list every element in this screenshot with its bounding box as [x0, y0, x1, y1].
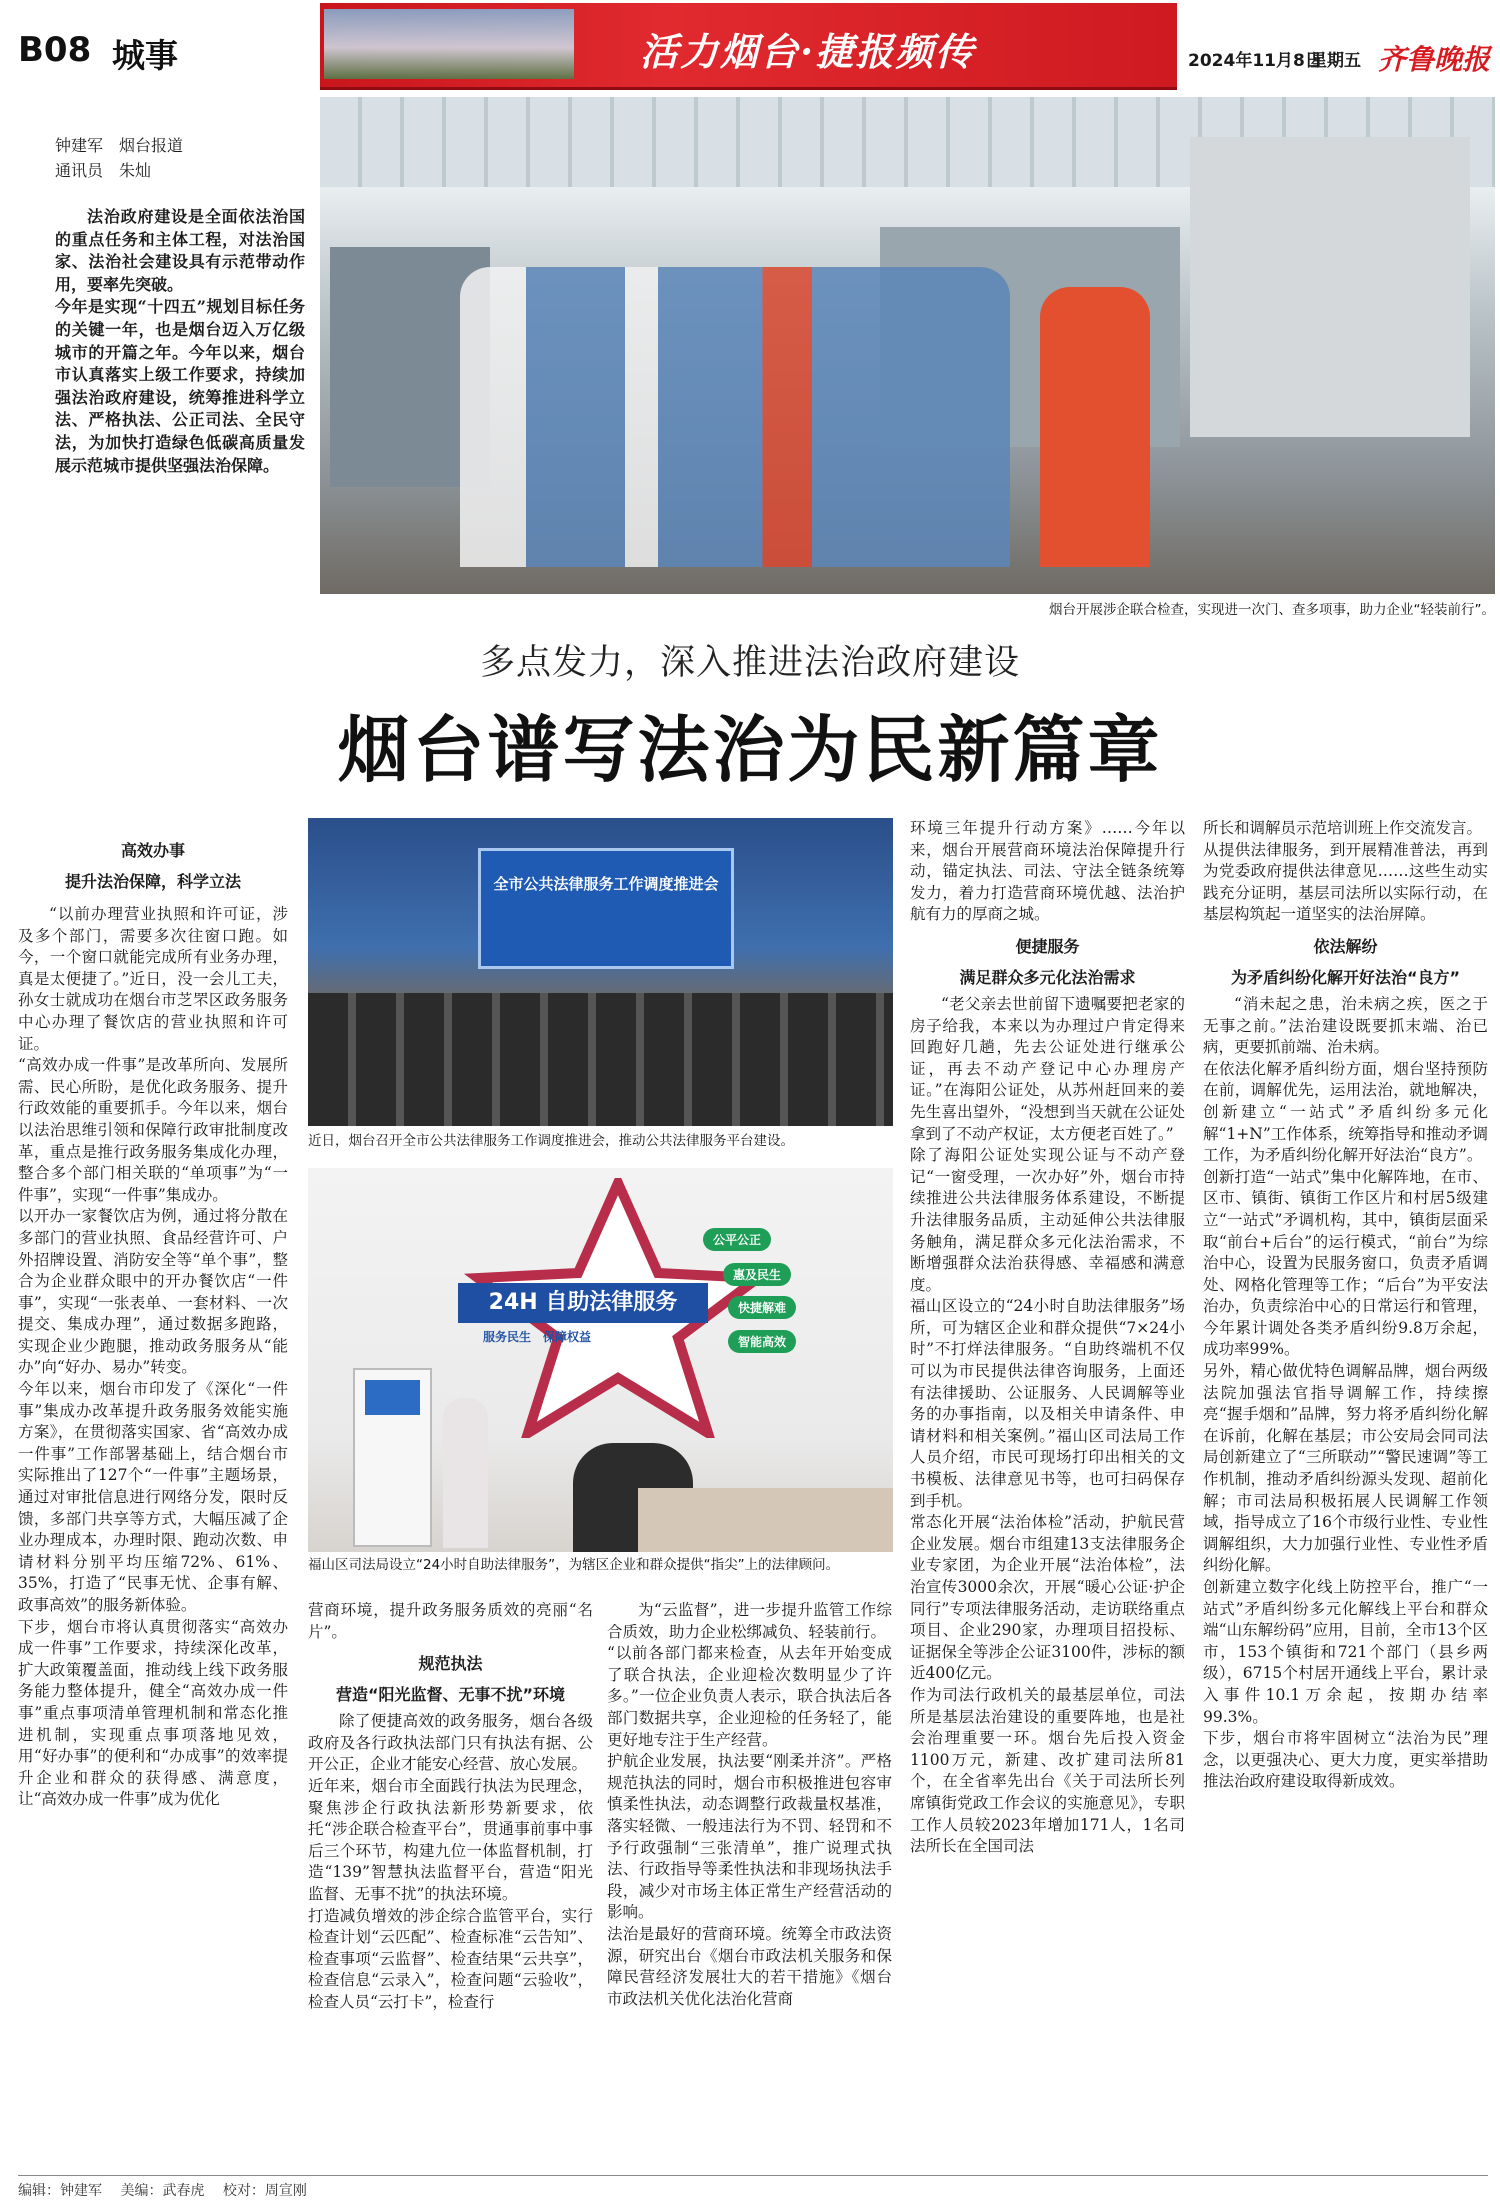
- section-heading-service: 便捷服务: [1015, 936, 1080, 956]
- kiosk-machine: [353, 1368, 432, 1547]
- banner-city-strip: [324, 9, 574, 79]
- lead-column: [55, 206, 305, 591]
- banner-slogan: 活力烟台·捷报频传: [640, 29, 976, 74]
- section-subheading-service: 满足群众多元化法治需求: [959, 967, 1136, 987]
- woman-at-kiosk: [443, 1398, 488, 1548]
- footer-editor: 编辑：钟建军: [18, 2183, 102, 2199]
- byline: [55, 133, 305, 183]
- tag-quick: 快捷解难: [728, 1296, 796, 1319]
- meeting-audience: [308, 993, 893, 1126]
- page-code: B08: [18, 30, 92, 70]
- footer-credits: [18, 2180, 307, 2200]
- reading-desk: [638, 1488, 893, 1552]
- meeting-photo-caption: 近日，烟台召开全市公共法律服务工作调度推进会，推动公共法律服务平台建设。: [308, 1133, 794, 1149]
- lead-paragraphs: 法治政府建设是全面依法治国的重点任务和主体工程，对法治国家、法治社会建设具有示范带动作用，要率先突破。 今年是实现“十四五”规划目标任务的关键一年，也是烟台迈入万亿级城市的开篇之年。今年以来，烟台市认真落实上级工作要求，持续加强法治政府建设，统筹推进科学立法、严格执法、公正司法、全民守法，为加快打造绿色低碳高质量发展示范城市提供坚强法治保障。: [55, 207, 305, 475]
- tag-smart: 智能高效: [728, 1330, 796, 1353]
- column-1: [18, 830, 288, 2170]
- section-subheading-efficient: 提升法治保障，科学立法: [64, 872, 241, 891]
- column-1-text: “以前办理营业执照和许可证，涉及多个部门，需要多次往窗口跑。如今，一个窗口就能完成所有业务办理，真是太便捷了。”近日，没一会儿工夫，孙女士就成功在烟台市芝罘区政务服务中心办理了餐饮店的营业执照和许可证。 “高效办成一件事”是改革所向、发展所需、民心所盼，是优化政务服务、提升行政效能的重要抓手。今年以来，烟台以法治思维引领和保障行政审批制度改革，重点是推行政务服务集成化办理，整合多个部门相关联的“单项事”为“一件事”，实现“一件事”集成办。 以开办一家餐饮店为例，通过将分散在多部门的营业执照、食品经营许可、户外招牌设置、消防安全等“单个事”，整合为企业群众眼中的开办餐饮店“一件事”，实现“一张表单、一套材料、一次提交、集成办理”，通过数据多跑路，实现企业少跑腿，推动政务服务从“能办”向“好办、易办”转变。 今年以来，烟台市印发了《深化“一件事”集成办改革提升政务服务效能实施方案》，在贯彻落实国家、省“高效办成一件事”工作部署基础上，结合烟台市实际推出了127个“一件事”主题场景，通过对审批信息进行网络分发，限时反馈，多部门共享等方式，大幅压减了企业办理成本，办理时限、跑动次数、申请材料分别平均压缩72%、61%、35%，打造了“民事无忧、企事有解、政事高效”的服务新体验。 下步，烟台市将认真贯彻落实“高效办成一件事”工作要求，持续深化改革，扩大政策覆盖面，推动线上线下政务服务能力整体提升，健全“高效办成一件事”重点事项清单管理机制和常态化推进机制，实现重点事项落地见效，用“好办事”的便利和“办成事”的效率提升企业和群众的获得感、满意度，让“高效办成一件事”成为优化: [18, 905, 288, 1809]
- column-3-text: 为“云监督”，进一步提升监管工作综合质效，助力企业松绑减负、轻装前行。 “以前各部门都来检查，从去年开始变成了联合执法，企业迎检次数明显少了许多。”一位企业负责人表示，联合执法后各部门数据共享，企业迎检的任务轻了，能更好地专注于生产经营。 护航企业发展，执法要“刚柔并济”。严格规范执法的同时，烟台市积极推进包容审慎柔性执法，动态调整行政裁量权基准，落实轻微、一般违法行为不罚、轻罚和不予行政强制“三张清单”，推广说理式执法、行政指导等柔性执法和非现场执法手段，减少对市场主体正常生产经营活动的影响。 法治是最好的营商环境。统筹全市政法资源，研究出台《烟台市政法机关服务和保障民营经济发展壮大的若干措施》《烟台市政法机关优化法治化营商: [607, 1601, 892, 2008]
- main-title: 烟台谱写法治为民新篇章: [337, 707, 1163, 792]
- column-2-text: 营商环境，提升政务服务质效的亮丽“名片”。: [308, 1601, 593, 1641]
- column-4b-text: “老父亲去世前留下遗嘱要把老家的房子给我，本来以为办理过户肯定得来回跑好几趟，先去公证处进行继承公证，再去不动产登记中心办理房产证。”在海阳公证处，从苏州赶回来的姜先生喜出望外，“没想到当天就在公证处拿到了不动产权证，太方便老百姓了。” 除了海阳公证处实现公证与不动产登记“一窗受理，一次办好”外，烟台市持续推进公共法律服务体系建设，不断提升法律服务品质，主动延伸公共法律服务触角，满足群众多元化法治需求，不断增强群众法治获得感、幸福感和满意度。 福山区设立的“24小时自助法律服务”场所，可为辖区企业和群众提供“7×24小时”不打烊法律服务。“自助终端机不仅可以为市民提供法律咨询服务，上面还有法律援助、公证服务、人民调解等业务的办事指南，以及相关申请条件、申请材料和相关案例。”福山区司法局工作人员介绍，市民可现场打印出相关的文书模板、法律意见书等，也可扫码保存到手机。 常态化开展“法治体检”活动，护航民营企业发展。烟台市组建13支法律服务企业专家团，为企业开展“法治体检”，法治宣传3000余次，开展“暖心公证·护企同行”专项法律服务活动，走访联络重点项目、企业290家，办理项目招投标、证据保全等涉企公证3100件，涉标的额近400亿元。 作为司法行政机关的最基层单位，司法所是基层法治建设的重要阵地，也是社会治理重要一环。烟台先后投入资金1100万元，新建、改扩建司法所81个，在全省率先出台《关于司法所长列席镇街党政工作会议的实施意见》，专职工作人员较2023年增加171人，1名司法所长在全国司法: [910, 994, 1185, 1856]
- section-subheading-law: 营造“阳光监督、无事不扰”环境: [335, 1685, 566, 1705]
- column-2: [308, 1600, 593, 2170]
- section-subheading-dispute: 为矛盾纠纷化解开好法治“良方”: [1230, 967, 1461, 987]
- section-heading-efficient: 高效办事: [120, 841, 185, 860]
- sign-banner: [458, 1283, 708, 1323]
- kiosk-screen: [365, 1380, 420, 1415]
- column-5-text: 所长和调解员示范培训班上作交流发言。 从提供法律服务，到开展精准普法，再到为党委政府提供法律意见……这些生动实践充分证明，基层司法所以实际行动，在基层构筑起一道坚实的法治屏障。: [1203, 819, 1488, 924]
- paper-logo: 齐鲁晚报: [1378, 43, 1491, 76]
- page-header: [0, 0, 1500, 90]
- section-heading-dispute: 依法解纷: [1313, 936, 1378, 956]
- meeting-screen-text: 全市公共法律服务工作调度推进会: [493, 875, 719, 893]
- worker-orange: [1040, 287, 1150, 567]
- top-photo-caption: 烟台开展涉企联合检查，实现进一次门、查多项事，助力企业“轻装前行”。: [1049, 602, 1495, 618]
- self-service-caption: 福山区司法局设立“24小时自助法律服务”，为辖区企业和群众提供“指尖”上的法律顾问。: [308, 1557, 840, 1573]
- footer-rule: [18, 2175, 1488, 2176]
- sign-slogan: 服务民生 保障权益: [483, 1330, 592, 1344]
- footer-proof: 校对：周宣刚: [222, 2183, 307, 2199]
- column-3: [607, 1600, 892, 2170]
- issue-date: 2024年11月8日: [1188, 51, 1322, 71]
- inspectors-group: [460, 267, 1010, 567]
- column-5b-text: “消未起之患，治未病之疾，医之于无事之前。”法治建设既要抓末端、治已病，更要抓前端、治未病。 在依法化解矛盾纠纷方面，烟台坚持预防在前，调解优先，运用法治，就地解决，创新建立“一站式”矛盾纠纷多元化解“1+N”工作体系，统筹指导和推动矛调工作，为矛盾纠纷化解开好法治“良方”。 创新打造“一站式”集中化解阵地，在市、区市、镇街、镇街工作区片和村居5级建立“一站式”矛调机构，其中，镇街层面采取“前台+后台”的运行模式，“前台”为综治中心，设置为民服务窗口，负责矛盾调处、网格化管理等工作；“后台”为平安法治办，负责综治中心的日常运行和管理，今年累计调处各类矛盾纠纷9.8万余起，成功率99%。 另外，精心做优特色调解品牌，烟台两级法院加强法官指导调解工作，持续擦亮“握手烟和”品牌，努力将矛盾纠纷化解在诉前，化解在基层；市公安局会同司法局创新建立了“三所联动”“警民速调”等工作机制，推动矛盾纠纷源头发现、超前化解；市司法局积极拓展人民调解工作领域，指导成立了16个市级行业性、专业性调解组织，大力加强行业性、专业性矛盾纠纷化解。 创新建立数字化线上防控平台，推广“一站式”矛盾纠纷多元化解线上平台和群众端“山东解纷码”应用，目前，全市13个区市，153个镇街和721个部门（县乡两级），6715个村居开通线上平台，累计录入事件10.1万余起，按期办结率99.3%。 下步，烟台市将牢固树立“法治为民”理念，以更强决心、更大力度，更实举措助推法治政府建设取得新成效。: [1203, 994, 1488, 1791]
- column-2b-text: 除了便捷高效的政务服务，烟台各级政府及各行政执法部门只有执法有据、公开公正，企业才能安心经营、放心发展。 近年来，烟台市全面践行执法为民理念，聚焦涉企行政执法新形势新要求，依托“涉企联合检查平台”，贯通事前事中事后三个环节，构建九位一体监督机制，打造“139”智慧执法监督平台，营造“阳光监督、无事不扰”的执法环境。 打造减负增效的涉企综合监管平台，实行检查计划“云匹配”、检查标准“云告知”、检查事项“云监督”、检查结果“云共享”，检查信息“云录入”，检查问题“云验收”，检查人员“云打卡”，检查行: [308, 1712, 593, 2011]
- tag-fair: 公平公正: [703, 1228, 771, 1251]
- byline-reporter: 钟建军 烟台报道: [55, 136, 184, 155]
- issue-weekday: 星期五: [1310, 51, 1361, 71]
- top-photo: [320, 97, 1495, 594]
- equipment-panel: [1190, 137, 1470, 437]
- meeting-screen: [478, 848, 734, 969]
- subtitle: 多点发力，深入推进法治政府建设: [479, 643, 1020, 683]
- byline-correspondent: 通讯员 朱灿: [55, 161, 152, 180]
- header-banner: [320, 3, 1177, 90]
- column-5: [1203, 818, 1488, 2170]
- section-name: 城事: [112, 36, 178, 75]
- meeting-photo: [308, 818, 893, 1126]
- tag-benefit: 惠及民生: [723, 1263, 791, 1286]
- sign-title: 24H 自助法律服务: [488, 1290, 678, 1315]
- self-service-photo: [308, 1168, 893, 1552]
- column-4: [910, 818, 1185, 2170]
- column-4-text: 环境三年提升行动方案》……今年以来，烟台开展营商环境法治保障提升行动，锚定执法、司法、守法全链条统筹发力，着力打造营商环境优越、法治护航有力的厚商之城。: [910, 819, 1185, 924]
- footer-art: 美编：武春虎: [120, 2183, 205, 2199]
- section-heading-law: 规范执法: [418, 1654, 483, 1674]
